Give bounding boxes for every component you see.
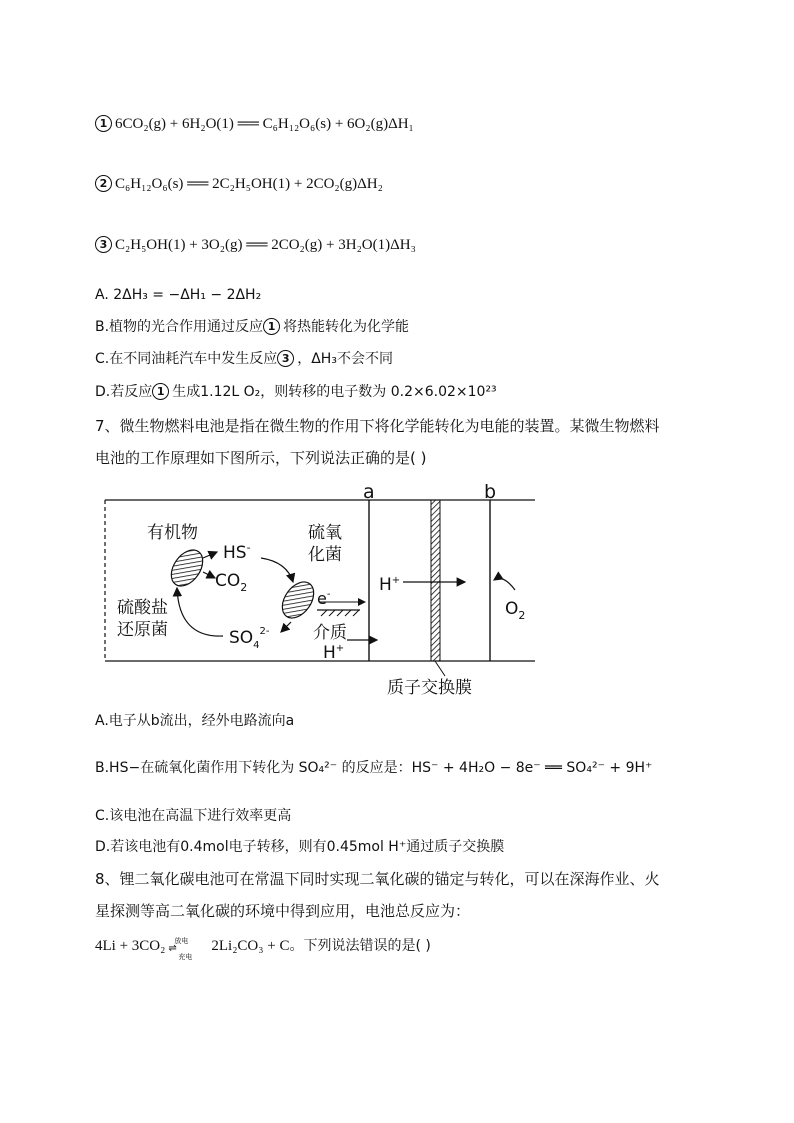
arrow-hs-to-oxidizer: [261, 558, 293, 582]
arrow-to-co2: [203, 572, 215, 578]
arrow-to-hs: [203, 552, 217, 558]
reversible-arrow-icon: [168, 934, 208, 961]
medium-label: 介质: [313, 623, 347, 643]
circled-number: 2: [95, 175, 112, 192]
reaction-text: C₂H₅OH(1) + 3O₂(g) ══ 2CO₂(g) + 3H₂O(1)ΔH₃: [115, 237, 416, 253]
q6-option-d: [95, 381, 497, 403]
membrane-leader: [435, 661, 445, 676]
q7-stem-line2: 电池的工作原理如下图所示，下列说法正确的是( ): [95, 449, 427, 467]
label-a: a: [363, 481, 375, 503]
sulfur-oxidizer-label-1: 硫氧: [308, 523, 342, 543]
circled-number: 3: [95, 236, 112, 253]
circled-number: 1: [263, 318, 280, 335]
option-text: ，ΔH₃不会不同: [297, 351, 393, 367]
q7-stem-line1: 7、微生物燃料电池是指在微生物的作用下将化学能转化为电能的装置。某微生物燃料: [95, 417, 660, 435]
circled-number: 3: [277, 350, 294, 367]
arrow-oxidizer-to-so4: [281, 622, 291, 632]
sulfur-oxidizer-cell: [276, 576, 320, 624]
proton-exchange-membrane: [431, 500, 440, 661]
hs-label: HS-: [223, 541, 251, 563]
arrow-so4-to-reducer: [177, 588, 223, 636]
electron-label: e-: [317, 589, 331, 608]
q7-option-a: A.电子从b流出，经外电路流向a: [95, 713, 295, 729]
circled-number: 1: [95, 115, 112, 132]
q7-option-b: B.HS−在硫氧化菌作用下转化为 SO₄²⁻ 的反应是：HS⁻ + 4H₂O − 8e⁻ ══ SO₄²⁻ + 9H⁺: [95, 760, 653, 776]
label-b: b: [484, 481, 497, 503]
so4-label: $SO_4^{2-}$: [229, 626, 270, 651]
option-text: 将热能转化为化学能: [283, 319, 410, 335]
q8-stem-line2: 星探测等高二氧化碳的环境中得到应用，电池总反应为：: [95, 902, 471, 920]
sulfate-reducer-label-1: 硫酸盐: [117, 598, 168, 618]
reaction-1: [95, 113, 414, 135]
sulfur-oxidizer-label-2: 化菌: [308, 545, 342, 565]
q6-option-a: A. 2ΔH₃ = −ΔH₁ − 2ΔH₂: [95, 287, 262, 303]
q6-option-c: [95, 348, 393, 370]
arrow-o2: [494, 578, 515, 590]
equation-right: 2Li₂CO₃ + C: [211, 938, 290, 954]
equation-tail: 。下列说法错误的是( ): [289, 938, 431, 954]
organic-label: 有机物: [147, 523, 198, 543]
medium-hatch: [321, 610, 359, 616]
equation-left: 4Li + 3CO₂: [95, 938, 166, 954]
arrow-bottom-label: 充电: [178, 953, 193, 961]
option-text: C.在不同油耗汽车中发生反应: [95, 351, 278, 367]
option-text: D.若反应: [95, 384, 153, 400]
h-plus-middle: H+: [379, 575, 401, 595]
q7-option-d: D.若该电池有0.4mol电子转移，则有0.45mol H⁺通过质子交换膜: [95, 839, 505, 855]
reaction-text: C₆H₁₂O₆(s) ══ 2C₂H₅OH(1) + 2CO₂(g)ΔH₂: [115, 176, 383, 192]
fuel-cell-diagram: [95, 478, 545, 700]
co2-label: $CO_2$: [215, 571, 248, 594]
membrane-label: 质子交换膜: [387, 678, 472, 698]
sulfate-reducer-label-2: 还原菌: [117, 620, 168, 640]
option-text: 生成1.12L O₂，则转移的电子数为 0.2×6.02×10²³: [172, 384, 497, 400]
option-text: B.植物的光合作用通过反应: [95, 319, 264, 335]
arrow-glyph: ⇌: [168, 943, 177, 954]
q8-stem-line1: 8、锂二氧化碳电池可在常温下同时实现二氧化碳的锚定与转化，可以在深海作业、火: [95, 870, 660, 888]
sulfate-reducer-cell: [165, 544, 209, 592]
circled-number: 1: [152, 383, 169, 400]
h-plus-bottom: H+: [323, 643, 345, 663]
o2-label: $O_2$: [505, 599, 526, 622]
arrow-top-label: 放电: [174, 937, 189, 945]
reaction-text: 6CO₂(g) + 6H₂O(1) ══ C₆H₁₂O₆(s) + 6O₂(g)ΔH₁: [115, 116, 414, 132]
reaction-3: [95, 234, 416, 256]
reaction-2: [95, 173, 383, 195]
q8-equation: [95, 934, 431, 961]
q6-option-b: [95, 316, 409, 338]
q7-option-c: C.该电池在高温下进行效率更高: [95, 808, 292, 824]
